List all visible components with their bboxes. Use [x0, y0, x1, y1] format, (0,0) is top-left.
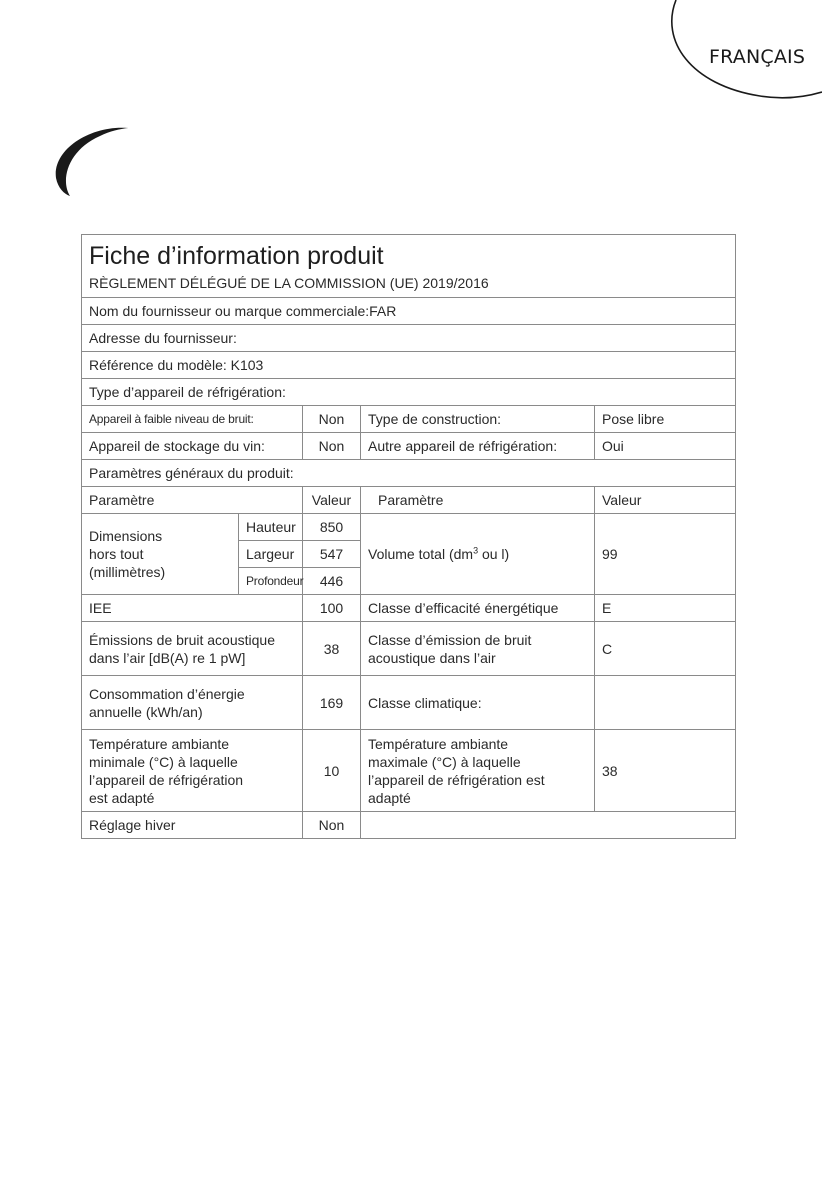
energy-consumption-value: 169 [303, 676, 361, 730]
construction-type-label: Type de construction: [361, 406, 595, 433]
noise-class-label [361, 622, 595, 676]
iee-value: 100 [303, 595, 361, 622]
total-volume-label: Volume total ($dm^3$ ou l) [361, 514, 595, 595]
max-temperature-label-line1: Température ambiante [368, 735, 509, 752]
language-label: FRANÇAIS [709, 46, 806, 68]
header-value-left: Valeur [303, 487, 361, 514]
max-temperature-value: 38 [595, 730, 736, 812]
depth-label: Profondeur [239, 568, 303, 595]
empty-cell [361, 812, 736, 839]
depth-value: 446 [303, 568, 361, 595]
energy-consumption-label-line1: Consommation d’énergie [89, 685, 245, 702]
winter-setting-value: Non [303, 812, 361, 839]
min-temperature-label [82, 730, 303, 812]
noise-emission-label-line1: Émissions de bruit acoustique [89, 631, 275, 648]
noise-class-label-line2: acoustique dans l’air [368, 649, 496, 666]
height-label: Hauteur [239, 514, 303, 541]
total-volume-value: 99 [595, 514, 736, 595]
supplier-name: Nom du fournisseur ou marque commerciale:FAR [82, 298, 736, 325]
min-temperature-label-line1: Température ambiante [89, 735, 230, 752]
product-information-sheet [81, 234, 736, 839]
regulation-reference: RÈGLEMENT DÉLÉGUÉ DE LA COMMISSION (UE) 2019/2016 [89, 274, 489, 291]
max-temperature-label-line4: adapté [368, 789, 411, 806]
dimensions-label-line3: (millimètres) [89, 564, 166, 580]
low-noise-label: Appareil à faible niveau de bruit: [82, 406, 303, 433]
energy-class-label: Classe d’efficacité énergétique [361, 595, 595, 622]
energy-class-value: E [595, 595, 736, 622]
noise-emission-value: 38 [303, 622, 361, 676]
noise-class-value: C [595, 622, 736, 676]
height-value: 850 [303, 514, 361, 541]
wine-storage-label: Appareil de stockage du vin: [82, 433, 303, 460]
min-temperature-value: 10 [303, 730, 361, 812]
supplier-address: Adresse du fournisseur: [82, 325, 736, 352]
dimensions-label-line2: hors tout [89, 546, 144, 562]
construction-type-value: Pose libre [595, 406, 736, 433]
low-noise-value: Non [303, 406, 361, 433]
min-temperature-label-line4: est adapté [89, 789, 155, 806]
header-value-right: Valeur [595, 487, 736, 514]
min-temperature-label-line2: minimale (°C) à laquelle [89, 753, 238, 770]
model-reference: Référence du modèle: K103 [82, 352, 736, 379]
climate-class-value [595, 676, 736, 730]
other-appliance-label: Autre appareil de réfrigération: [361, 433, 595, 460]
crescent-logo-mark [56, 128, 128, 196]
noise-class-label-line1: Classe d’émission de bruit [368, 631, 532, 648]
energy-consumption-label [82, 676, 303, 730]
noise-emission-label-line2: dans l’air [dB(A) re 1 pW] [89, 649, 246, 666]
climate-class-label: Classe climatique: [361, 676, 595, 730]
energy-consumption-label-line2: annuelle (kWh/an) [89, 703, 203, 720]
sheet-header [82, 235, 736, 298]
other-appliance-value: Oui [595, 433, 736, 460]
max-temperature-label-line2: maximale (°C) à laquelle [368, 753, 521, 770]
noise-emission-label [82, 622, 303, 676]
max-temperature-label-line3: l’appareil de réfrigération est [368, 771, 545, 788]
dimensions-label [82, 514, 239, 595]
sheet-title: Fiche d’information produit [89, 241, 384, 270]
decorative-curves [0, 0, 822, 240]
general-parameters-label: Paramètres généraux du produit: [82, 460, 736, 487]
appliance-type-label: Type d’appareil de réfrigération: [82, 379, 736, 406]
dimensions-label-line1: Dimensions [89, 528, 163, 544]
header-parameter-left: Paramètre [82, 487, 303, 514]
max-temperature-label [361, 730, 595, 812]
header-parameter-right: Paramètre [361, 487, 595, 514]
wine-storage-value: Non [303, 433, 361, 460]
min-temperature-label-line3: l’appareil de réfrigération [89, 771, 244, 788]
iee-label: IEE [82, 595, 303, 622]
winter-setting-label: Réglage hiver [82, 812, 303, 839]
width-label: Largeur [239, 541, 303, 568]
width-value: 547 [303, 541, 361, 568]
